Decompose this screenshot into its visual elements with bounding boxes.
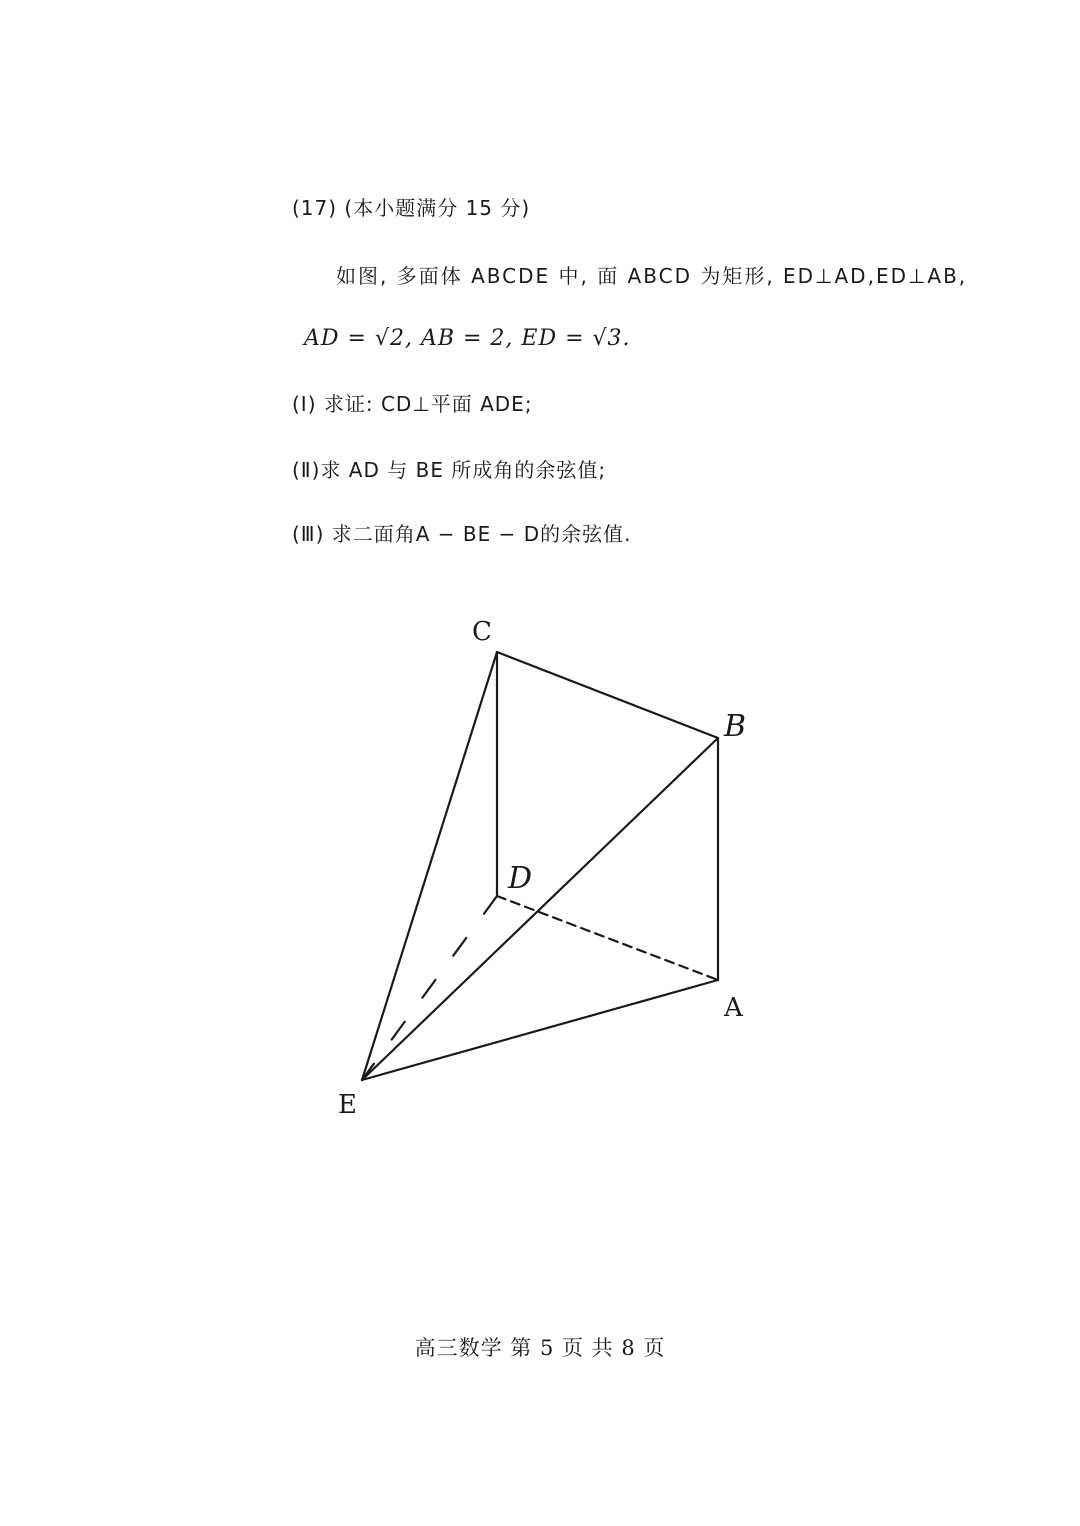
problem-intro: 如图, 多面体 ABCDE 中, 面 ABCD 为矩形, ED⊥AD,ED⊥AB, bbox=[336, 264, 968, 288]
vertex-label-e: E bbox=[338, 1090, 357, 1120]
vertex-label-d: D bbox=[508, 861, 533, 896]
problem-part-1: (Ⅰ) 求证: CD⊥平面 ADE; bbox=[292, 392, 533, 416]
problem-header: (17) (本小题满分 15 分) bbox=[292, 196, 531, 220]
problem-part-3: (Ⅲ) 求二面角A − BE − D的余弦值. bbox=[292, 522, 632, 546]
edge-c-b bbox=[497, 652, 718, 738]
vertex-label-c: C bbox=[472, 617, 492, 647]
edge-d-a-hidden bbox=[497, 896, 718, 980]
vertex-label-b: B bbox=[724, 709, 747, 744]
vertex-label-a: A bbox=[724, 993, 743, 1023]
edge-d-e-hidden bbox=[362, 896, 497, 1080]
page-footer: 高三数学 第 5 页 共 8 页 bbox=[414, 1336, 666, 1360]
problem-part-2: (Ⅱ)求 AD 与 BE 所成角的余弦值; bbox=[292, 458, 607, 482]
problem-given-values: AD = √2, AB = 2, ED = √3. bbox=[304, 326, 631, 351]
polyhedron-figure bbox=[300, 600, 780, 1130]
